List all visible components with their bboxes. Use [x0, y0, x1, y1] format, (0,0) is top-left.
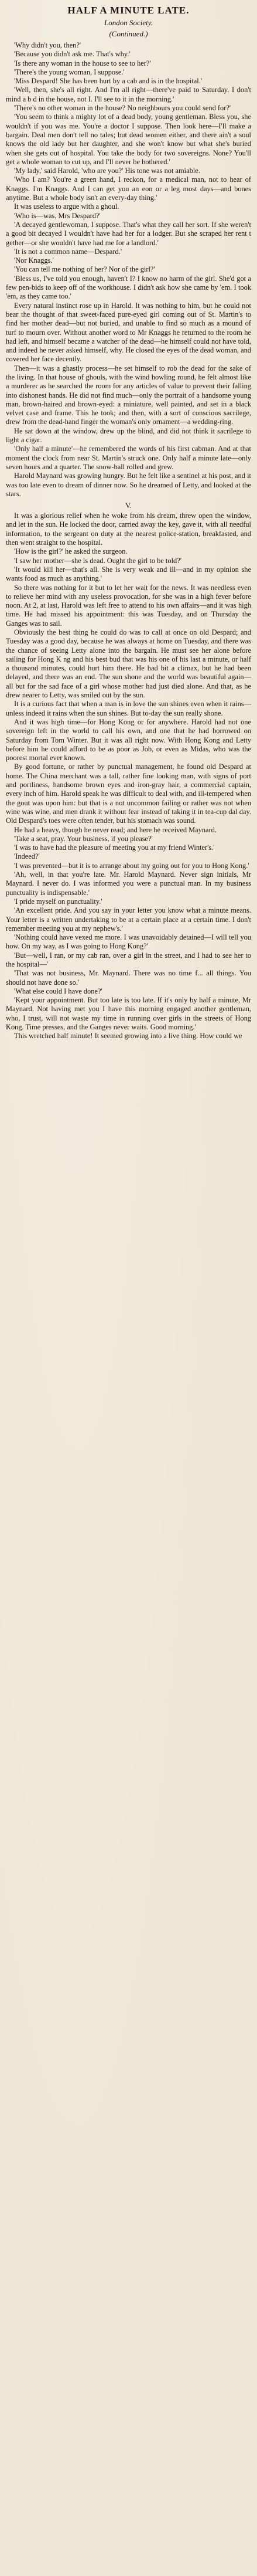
paragraph: Obviously the best thing he could do was to call at once on old Despard; and Tuesday was a good day, because he was always at home on Tuesday, and there was the chance of seeing Letty alone into the bargain. He must see her alone before sailing for Hong K ng and his best bud that was his one of his last a minute, or half a thousand minutes, could hurt him there. He had bit a climax, but he had been delayed, and there was an end. The sun shone and the world was beautiful again—all but for the sad face of a girl whose mother had just died alone. And that, as he drew nearer to Letty, was smiled out by the sun. [6, 628, 251, 700]
paragraph: 'Take a seat, pray. Your business, if you please?' [14, 834, 153, 843]
section-number: V. [125, 501, 132, 510]
paragraph: 'I was prevented—but it is to arrange about my going out for you to Hong Kong.' [14, 861, 249, 870]
article-body-part1 [6, 41, 251, 499]
paragraph: 'Who is—was, Mrs Despard?' [14, 211, 101, 220]
paragraph: 'Because you didn't ask me. That's why.' [14, 50, 131, 59]
paragraph: 'Ah, well, in that you're late. Mr. Harold Maynard. Never sign initials, Mr Maynard. I never do. I was informed you were a punctual man. In my business punctuality is indispensable.' [6, 870, 251, 897]
paragraph: 'My lady,' said Harold, 'who are you?' His tone was not amiable. [14, 167, 200, 175]
paragraph: 'That was not business, Mr. Maynard. There was no time f... all things. You should not have done so.' [6, 969, 251, 987]
paragraph: 'Nor Knaggs.' [14, 256, 54, 265]
paragraph: 'An excellent pride. And you say in your letter you know what a minute means. Your letter is a written undertaking to be at a certain place at a certain time. I don't remember meeting you at my nephew's.' [6, 906, 251, 933]
paragraph: 'I saw her mother—she is dead. Ought the girl to be told?' [14, 556, 181, 565]
paragraph: 'Nothing could have vexed me more. I was unavoidably detained—I will tell you how. On my way, as I was going to Hong Kong?' [6, 933, 251, 951]
article-source: London Society. [104, 18, 153, 27]
paragraph: 'Well, then, she's all right. And I'm all right—there've paid to Saturday. I don't mind a b d in the house, not I. I'll see to it in the morning.' [6, 86, 251, 103]
paragraph: 'A decayed gentlewoman, I suppose. That's what they call her sort. If she weren't a good bit decayed I wouldn't have had her for a lodger. But she scraped her rent t gether—or she wouldn't have had me for a landlord.' [6, 220, 251, 247]
paragraph: 'Is there any woman in the house to see to her?' [14, 59, 151, 67]
paragraph: This wretched half minute! It seemed growing into a live thing. How could we [14, 1032, 242, 1040]
paragraph: 'Who I am? You're a green hand, I reckon, for a medical man, not to hear of Knaggs. I'm Knaggs. And I can get you an eon or a leg most days—and bones anytime. But a whole body isn't an every-day thing.' [6, 175, 251, 202]
paragraph: 'Why didn't you, then?' [14, 41, 81, 49]
paragraph: 'It would kill her—that's all. She is very weak and ill—and in my opinion she wants food as much as anything.' [6, 565, 251, 583]
paragraph: 'It is not a common name—Despard.' [14, 247, 122, 256]
paragraph: It was useless to argue with a ghoul. [14, 202, 119, 211]
article-title: HALF A MINUTE LATE. [67, 5, 190, 16]
article-body-part2 [6, 511, 251, 1041]
paragraph: 'I pride myself on punctuality.' [14, 897, 102, 906]
paragraph: 'Bless us, I've told you enough, haven't I? I know no harm of the girl. She'd got a few pen-bids to keep off of the workhouse. I didn't ask how she came by 'em. I took 'em, as they came too.' [6, 274, 251, 301]
paragraph: He sat down at the window, drew up the blind, and did not think it sacrilege to light a cigar. [6, 426, 251, 445]
paragraph: Then—it was a ghastly process—he set himself to rob the dead for the sake of the living. In that house of ghouls, with the wind howling round, he felt almost like a murderer as he searched the room for any articles of value to prevent their falling into dishonest hands. He did not find much—only the portrait of a handsome young man, brown-haired and brown-eyed: a miniature, well painted, and set in a black velvet case and frame. This he took; and then, with a sort of conscious sacrilege, drew from the dead-hand finger the woman's only ornament—a wedding-ring. [6, 364, 251, 426]
paragraph: It is a curious fact that when a man is in love the sun shines even when it rains—unless indeed it rains when the sun shines. But to-day the sun really shone. [6, 700, 251, 717]
paragraph: 'How is the girl?' he asked the surgeon. [14, 547, 128, 556]
paragraph: 'Only half a minute'—he remembered the words of his first cabman. And at that moment the clock from near St. Martin's struck one. Only half a minute late—only seven hours and a quarter. The snow-ball rolled and grew. [6, 445, 251, 471]
paragraph: Every natural instinct rose up in Harold. It was nothing to him, but he could not bear the thought of that sweet-faced pure-eyed girl coming out of St. Martin's to find her mother dead—but not buried, and unable to find so much as a mound of turf to mourn over. Without another word to Mr Knaggs he returned to the room he had left, and himself became a watcher of the dead—he himself could not have told, and indeed he never asked himself, why. He closed the eyes of the dead woman, and covered her face decently. [6, 301, 251, 364]
paragraph: 'You seem to think a mighty lot of a dead body, young gentleman. Bless you, she wouldn't if you was me. You're a doctor I suppose. Then look here—I'll make a bargain. Deal men don't tell no tales; but dead women either, and there ain't a soul knows the old lady but her daughter, and she won't know but what she's buried when she gets out of hospital. You take the body for two sovereigns. None? You'll get a whole woman to cut up, and I'll never be bothered.' [6, 113, 251, 166]
paragraph: By good fortune, or rather by punctual management, he found old Despard at home. The China merchant was a tall, rather fine looking man, with signs of port and portliness, handsome brown eyes and iron-gray hair, a commercial captain, every inch of him. Harold speak he was difficult to deal with, and ill-tempered when the gout was upon him: but that is a not uncommon failing or rather was not when wine was wine, and men drank it without fear instead of taking it in tea-cup dal day. Old Despard's toes were often tender, but his stomach was sound. [6, 762, 251, 825]
paragraph: 'There's the young woman, I suppose.' [14, 67, 125, 76]
paragraph: 'Indeed?' [14, 852, 40, 861]
paragraph: It was a glorious relief when he woke from his dream, threw open the window, and let in the sun. He locked the door, carried away the key, gave it, with all needful information, to the sergeant on duty at the nearest police-station, breakfasted, and then went straight to the hospital. [6, 511, 251, 547]
paragraph: So there was nothing for it but to let her wait for the news. It was needless even to relieve her mind with any useless provocation, for she was in a high fever before noon. At 2, at last, Harold was left free to attend to his own affairs—and it was high time. He had missed his appointment: this was Tuesday, and on Thursday the Ganges was to sail. [6, 583, 251, 628]
continued-note: (Continued.) [109, 29, 148, 38]
paragraph: He had a heavy, though he never read; and here he received Maynard. [14, 825, 217, 834]
paragraph: 'I was to have had the pleasure of meeting you at my friend Winter's.' [14, 843, 215, 852]
paragraph: Harold Maynard was growing hungry. But he felt like a sentinel at his post, and it was too late even to dream of dinner now. So he dreamed of Letty, and looked at the stars. [6, 472, 251, 498]
paragraph: 'There's no other woman in the house? No neighbours you could send for?' [14, 104, 231, 113]
paragraph: And it was high time—for Hong Kong or for anywhere. Harold had not one sovereign left in the world to call his own, and one that he had borrowed on Saturday from Tom Winter. But it was all right now. With Hong Kong and Letty before him he could afford to be as poor as Job, or even as Midas, who was the poorest mortal ever known. [6, 717, 251, 762]
paragraph: 'Miss Despard! She has been hurt by a cab and is in the hospital.' [14, 77, 203, 86]
paragraph: 'Kept your appointment. But too late is too late. If it's only by half a minute, Mr Maynard. Not having met you I have this morning engaged another gentleman, who, I trust, will not waste my time in running over girls in the streets of Hong Kong. Time presses, and the Ganges never waits. Good morning.' [6, 996, 251, 1032]
paragraph: 'What else could I have done?' [14, 987, 102, 995]
paragraph: 'But—well, I ran, or my cab ran, over a girl in the street, and I had to see her to the hospital—' [6, 951, 251, 968]
paragraph: 'You can tell me nothing of her? Nor of the girl?' [14, 265, 155, 274]
